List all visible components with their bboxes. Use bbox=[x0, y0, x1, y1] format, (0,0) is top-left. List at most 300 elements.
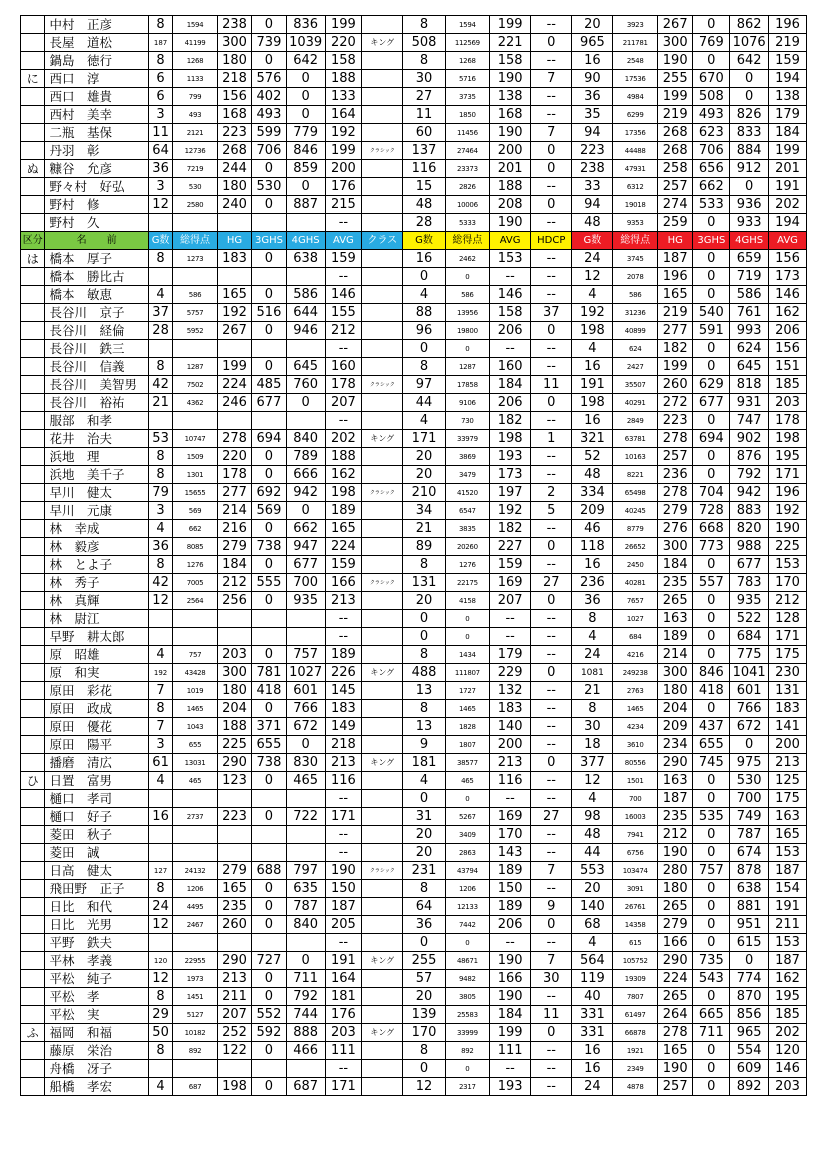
cell-g3: 4 bbox=[572, 340, 613, 358]
cell-avg1: -- bbox=[325, 610, 362, 628]
cell-name: 野村 修 bbox=[45, 196, 148, 214]
cell-hg3: 180 bbox=[657, 880, 693, 898]
cell-ghs4-3: 933 bbox=[730, 214, 769, 232]
cell-class bbox=[362, 466, 403, 484]
cell-avg2: 190 bbox=[490, 214, 531, 232]
cell-hdcp: -- bbox=[531, 250, 572, 268]
cell-avg1: 205 bbox=[325, 916, 362, 934]
cell-hg3: 236 bbox=[657, 466, 693, 484]
cell-class bbox=[362, 1042, 403, 1060]
cell-g1: 4 bbox=[148, 1078, 172, 1096]
cell-hdcp: -- bbox=[531, 520, 572, 538]
cell-name: 原田 優花 bbox=[45, 718, 148, 736]
cell-total3: 624 bbox=[613, 340, 657, 358]
cell-class bbox=[362, 448, 403, 466]
cell-g2: 4 bbox=[403, 286, 445, 304]
cell-g1 bbox=[148, 1060, 172, 1078]
cell-kubun: ひ bbox=[21, 772, 45, 790]
cell-name: 西口 雄貴 bbox=[45, 88, 148, 106]
cell-hdcp: -- bbox=[531, 610, 572, 628]
cell-avg3: 184 bbox=[769, 124, 807, 142]
cell-g1: 4 bbox=[148, 286, 172, 304]
cell-g1 bbox=[148, 934, 172, 952]
cell-name: 長谷川 美智男 bbox=[45, 376, 148, 394]
cell-ghs4-3: 774 bbox=[730, 970, 769, 988]
cell-kubun bbox=[21, 304, 45, 322]
cell-avg1: 150 bbox=[325, 880, 362, 898]
cell-hdcp: 9 bbox=[531, 898, 572, 916]
cell-avg3: 175 bbox=[769, 646, 807, 664]
cell-name: 藤原 栄治 bbox=[45, 1042, 148, 1060]
cell-class: キング bbox=[362, 664, 403, 682]
cell-hg3: 258 bbox=[657, 160, 693, 178]
cell-total3: 1921 bbox=[613, 1042, 657, 1060]
cell-ghs3-3: 0 bbox=[693, 790, 730, 808]
cell-avg3: 175 bbox=[769, 790, 807, 808]
cell-hg3: 272 bbox=[657, 394, 693, 412]
cell-g3: 18 bbox=[572, 736, 613, 754]
cell-total2: 0 bbox=[445, 1060, 489, 1078]
cell-hg3: 199 bbox=[657, 358, 693, 376]
cell-avg2: 190 bbox=[490, 988, 531, 1006]
cell-ghs4-3: 936 bbox=[730, 196, 769, 214]
cell-class bbox=[362, 106, 403, 124]
cell-kubun bbox=[21, 340, 45, 358]
cell-avg1: 188 bbox=[325, 70, 362, 88]
cell-g2: 89 bbox=[403, 538, 445, 556]
cell-total2: 1727 bbox=[445, 682, 489, 700]
cell-ghs4-3: 965 bbox=[730, 1024, 769, 1042]
cell-avg2: 188 bbox=[490, 178, 531, 196]
cell-ghs4-1: 887 bbox=[286, 196, 325, 214]
cell-ghs3-1: 599 bbox=[252, 124, 286, 142]
cell-avg1: 191 bbox=[325, 952, 362, 970]
cell-avg1: 203 bbox=[325, 1024, 362, 1042]
cell-ghs3-1 bbox=[252, 1060, 286, 1078]
cell-avg3: 200 bbox=[769, 736, 807, 754]
table-row bbox=[21, 844, 807, 862]
cell-kubun bbox=[21, 88, 45, 106]
cell-avg3: 146 bbox=[769, 286, 807, 304]
cell-avg2: -- bbox=[490, 628, 531, 646]
cell-hg1: 198 bbox=[217, 1078, 251, 1096]
cell-avg3: 199 bbox=[769, 142, 807, 160]
table-row bbox=[21, 376, 807, 394]
cell-kubun bbox=[21, 682, 45, 700]
cell-kubun bbox=[21, 898, 45, 916]
table-row bbox=[21, 1042, 807, 1060]
cell-name: 日比 光男 bbox=[45, 916, 148, 934]
cell-avg1: 159 bbox=[325, 250, 362, 268]
cell-avg2: 200 bbox=[490, 142, 531, 160]
cell-hg1 bbox=[217, 214, 251, 232]
cell-hg3: 219 bbox=[657, 106, 693, 124]
cell-ghs4-1: 465 bbox=[286, 772, 325, 790]
cell-hg3: 163 bbox=[657, 610, 693, 628]
cell-total3: 63781 bbox=[613, 430, 657, 448]
cell-hdcp: -- bbox=[531, 52, 572, 70]
cell-hg1: 218 bbox=[217, 70, 251, 88]
cell-avg1: 199 bbox=[325, 16, 362, 34]
cell-total1: 4495 bbox=[173, 898, 217, 916]
cell-ghs3-1: 493 bbox=[252, 106, 286, 124]
cell-total1 bbox=[173, 610, 217, 628]
cell-total1: 1301 bbox=[173, 466, 217, 484]
cell-avg3: 195 bbox=[769, 988, 807, 1006]
cell-total1: 2564 bbox=[173, 592, 217, 610]
cell-name: 菱田 秋子 bbox=[45, 826, 148, 844]
cell-ghs3-1: 0 bbox=[252, 898, 286, 916]
cell-ghs4-3: 912 bbox=[730, 160, 769, 178]
cell-g3: 36 bbox=[572, 88, 613, 106]
cell-ghs4-1: 644 bbox=[286, 304, 325, 322]
cell-avg3: 202 bbox=[769, 196, 807, 214]
cell-avg3: 179 bbox=[769, 106, 807, 124]
cell-ghs3-1: 0 bbox=[252, 466, 286, 484]
cell-ghs3-3: 508 bbox=[693, 88, 730, 106]
cell-g2: 96 bbox=[403, 322, 445, 340]
cell-ghs3-3: 655 bbox=[693, 736, 730, 754]
cell-g3: 20 bbox=[572, 880, 613, 898]
cell-g2: 8 bbox=[403, 358, 445, 376]
table-row bbox=[21, 394, 807, 412]
table-row bbox=[21, 970, 807, 988]
cell-hdcp: -- bbox=[531, 736, 572, 754]
cell-ghs4-3: 876 bbox=[730, 448, 769, 466]
cell-ghs4-1 bbox=[286, 340, 325, 358]
cell-total1: 1206 bbox=[173, 880, 217, 898]
cell-total3: 6299 bbox=[613, 106, 657, 124]
cell-g2: 20 bbox=[403, 448, 445, 466]
cell-kubun bbox=[21, 214, 45, 232]
cell-hg3: 214 bbox=[657, 646, 693, 664]
cell-ghs4-1: 677 bbox=[286, 556, 325, 574]
cell-ghs3-3: 735 bbox=[693, 952, 730, 970]
cell-hdcp: 37 bbox=[531, 304, 572, 322]
cell-total3: 2450 bbox=[613, 556, 657, 574]
cell-ghs4-1: 638 bbox=[286, 250, 325, 268]
cell-ghs4-1: 840 bbox=[286, 430, 325, 448]
cell-hg1: 180 bbox=[217, 52, 251, 70]
cell-total2: 465 bbox=[445, 772, 489, 790]
cell-total3: 7657 bbox=[613, 592, 657, 610]
cell-avg3: 120 bbox=[769, 1042, 807, 1060]
cell-ghs4-1: 0 bbox=[286, 70, 325, 88]
table-row bbox=[21, 286, 807, 304]
cell-total2: 33979 bbox=[445, 430, 489, 448]
cell-avg3: 206 bbox=[769, 322, 807, 340]
cell-avg1: -- bbox=[325, 214, 362, 232]
cell-total3: 26652 bbox=[613, 538, 657, 556]
cell-total1 bbox=[173, 790, 217, 808]
cell-ghs4-3: 870 bbox=[730, 988, 769, 1006]
header-hg1: HG bbox=[217, 232, 251, 250]
cell-ghs4-1: 888 bbox=[286, 1024, 325, 1042]
cell-avg3: 219 bbox=[769, 34, 807, 52]
cell-hdcp: 0 bbox=[531, 394, 572, 412]
cell-hdcp: -- bbox=[531, 826, 572, 844]
cell-hg3: 224 bbox=[657, 970, 693, 988]
cell-avg3: 191 bbox=[769, 898, 807, 916]
cell-total1: 1465 bbox=[173, 700, 217, 718]
cell-hdcp: -- bbox=[531, 1078, 572, 1096]
cell-total1 bbox=[173, 412, 217, 430]
cell-g2: 137 bbox=[403, 142, 445, 160]
cell-hg3: 190 bbox=[657, 844, 693, 862]
cell-g1: 42 bbox=[148, 376, 172, 394]
cell-ghs4-3: 615 bbox=[730, 934, 769, 952]
cell-ghs4-1: 645 bbox=[286, 358, 325, 376]
cell-hdcp: -- bbox=[531, 466, 572, 484]
cell-ghs4-1 bbox=[286, 844, 325, 862]
cell-name: 橋本 敏恵 bbox=[45, 286, 148, 304]
cell-total2: 7442 bbox=[445, 916, 489, 934]
cell-avg3: 162 bbox=[769, 304, 807, 322]
cell-ghs3-3: 0 bbox=[693, 268, 730, 286]
cell-ghs4-3: 0 bbox=[730, 70, 769, 88]
cell-class bbox=[362, 250, 403, 268]
cell-g2: 15 bbox=[403, 178, 445, 196]
cell-hg3: 265 bbox=[657, 988, 693, 1006]
header-avg3: AVG bbox=[769, 232, 807, 250]
cell-hdcp: 0 bbox=[531, 196, 572, 214]
cell-ghs4-1 bbox=[286, 268, 325, 286]
table-row bbox=[21, 196, 807, 214]
cell-avg1: -- bbox=[325, 1060, 362, 1078]
cell-total2: 3869 bbox=[445, 448, 489, 466]
cell-total3: 40899 bbox=[613, 322, 657, 340]
cell-g3: 4 bbox=[572, 790, 613, 808]
cell-ghs4-3: 902 bbox=[730, 430, 769, 448]
cell-ghs3-1: 655 bbox=[252, 736, 286, 754]
cell-kubun bbox=[21, 826, 45, 844]
header-avg1: AVG bbox=[325, 232, 362, 250]
cell-kubun bbox=[21, 646, 45, 664]
cell-avg3: 203 bbox=[769, 1078, 807, 1096]
cell-total3: 3091 bbox=[613, 880, 657, 898]
cell-ghs3-1: 688 bbox=[252, 862, 286, 880]
cell-total1: 8085 bbox=[173, 538, 217, 556]
cell-total3: 31236 bbox=[613, 304, 657, 322]
cell-g1: 8 bbox=[148, 1042, 172, 1060]
cell-class bbox=[362, 898, 403, 916]
cell-ghs3-1: 0 bbox=[252, 358, 286, 376]
cell-g2: 21 bbox=[403, 520, 445, 538]
cell-ghs4-1 bbox=[286, 412, 325, 430]
cell-g3: 118 bbox=[572, 538, 613, 556]
table-row bbox=[21, 412, 807, 430]
cell-ghs4-3: 862 bbox=[730, 16, 769, 34]
cell-g2: 60 bbox=[403, 124, 445, 142]
cell-avg1: 166 bbox=[325, 574, 362, 592]
cell-total1: 687 bbox=[173, 1078, 217, 1096]
cell-total2: 9482 bbox=[445, 970, 489, 988]
cell-hg3: 255 bbox=[657, 70, 693, 88]
cell-g3: 12 bbox=[572, 268, 613, 286]
cell-ghs3-1: 0 bbox=[252, 196, 286, 214]
cell-hdcp: 1 bbox=[531, 430, 572, 448]
cell-kubun bbox=[21, 880, 45, 898]
cell-kubun bbox=[21, 502, 45, 520]
cell-avg1: 199 bbox=[325, 142, 362, 160]
cell-avg3: 153 bbox=[769, 556, 807, 574]
cell-total3: 6312 bbox=[613, 178, 657, 196]
cell-avg1: 146 bbox=[325, 286, 362, 304]
cell-ghs4-1: 466 bbox=[286, 1042, 325, 1060]
cell-name: 長屋 道松 bbox=[45, 34, 148, 52]
cell-total1: 2121 bbox=[173, 124, 217, 142]
cell-ghs4-1: 947 bbox=[286, 538, 325, 556]
cell-hg1: 223 bbox=[217, 808, 251, 826]
cell-total2: 4158 bbox=[445, 592, 489, 610]
cell-avg2: 190 bbox=[490, 70, 531, 88]
cell-total2: 892 bbox=[445, 1042, 489, 1060]
cell-total2: 1465 bbox=[445, 700, 489, 718]
cell-g2: 30 bbox=[403, 70, 445, 88]
cell-avg3: 230 bbox=[769, 664, 807, 682]
cell-hdcp: 2 bbox=[531, 484, 572, 502]
cell-name: 樋口 孝司 bbox=[45, 790, 148, 808]
cell-kubun bbox=[21, 574, 45, 592]
cell-kubun bbox=[21, 358, 45, 376]
cell-ghs4-3: 0 bbox=[730, 952, 769, 970]
cell-avg2: 146 bbox=[490, 286, 531, 304]
cell-total2: 1434 bbox=[445, 646, 489, 664]
cell-hg1: 246 bbox=[217, 394, 251, 412]
cell-total3: 9353 bbox=[613, 214, 657, 232]
cell-avg3: 198 bbox=[769, 430, 807, 448]
cell-ghs4-3: 935 bbox=[730, 592, 769, 610]
cell-ghs3-3: 662 bbox=[693, 178, 730, 196]
cell-avg2: 184 bbox=[490, 1006, 531, 1024]
cell-g2: 8 bbox=[403, 52, 445, 70]
cell-ghs3-1: 0 bbox=[252, 772, 286, 790]
cell-ghs3-1: 0 bbox=[252, 520, 286, 538]
cell-ghs3-3: 0 bbox=[693, 700, 730, 718]
cell-avg2: 229 bbox=[490, 664, 531, 682]
cell-name: 長谷川 鉄三 bbox=[45, 340, 148, 358]
cell-hg1: 235 bbox=[217, 898, 251, 916]
cell-class bbox=[362, 610, 403, 628]
cell-ghs3-1: 677 bbox=[252, 394, 286, 412]
cell-avg3: 171 bbox=[769, 466, 807, 484]
cell-ghs3-3: 706 bbox=[693, 142, 730, 160]
cell-class bbox=[362, 70, 403, 88]
cell-hg3: 300 bbox=[657, 538, 693, 556]
cell-class bbox=[362, 826, 403, 844]
cell-avg3: 156 bbox=[769, 340, 807, 358]
cell-total1 bbox=[173, 844, 217, 862]
cell-ghs3-1: 555 bbox=[252, 574, 286, 592]
cell-ghs3-1: 0 bbox=[252, 1078, 286, 1096]
cell-total3: 4984 bbox=[613, 88, 657, 106]
table-row bbox=[21, 826, 807, 844]
cell-hg1: 178 bbox=[217, 466, 251, 484]
cell-hg1: 279 bbox=[217, 862, 251, 880]
cell-total2: 0 bbox=[445, 268, 489, 286]
cell-ghs4-1: 1027 bbox=[286, 664, 325, 682]
cell-avg3: 185 bbox=[769, 376, 807, 394]
cell-hg1: 252 bbox=[217, 1024, 251, 1042]
cell-ghs4-1: 672 bbox=[286, 718, 325, 736]
cell-ghs3-3: 668 bbox=[693, 520, 730, 538]
cell-ghs4-1 bbox=[286, 1060, 325, 1078]
cell-hdcp: -- bbox=[531, 988, 572, 1006]
cell-total3: 1465 bbox=[613, 700, 657, 718]
cell-g3: 52 bbox=[572, 448, 613, 466]
table-row bbox=[21, 952, 807, 970]
cell-g1: 127 bbox=[148, 862, 172, 880]
cell-hg1: 165 bbox=[217, 286, 251, 304]
table-row bbox=[21, 70, 807, 88]
cell-total1: 5952 bbox=[173, 322, 217, 340]
cell-ghs3-3: 704 bbox=[693, 484, 730, 502]
cell-name: 林 とよ子 bbox=[45, 556, 148, 574]
cell-kubun bbox=[21, 376, 45, 394]
cell-avg1: -- bbox=[325, 826, 362, 844]
cell-total3: 8779 bbox=[613, 520, 657, 538]
cell-ghs3-3: 535 bbox=[693, 808, 730, 826]
cell-ghs3-1: 0 bbox=[252, 988, 286, 1006]
cell-avg3: 194 bbox=[769, 214, 807, 232]
cell-ghs3-3: 0 bbox=[693, 628, 730, 646]
cell-name: 林 毅彦 bbox=[45, 538, 148, 556]
cell-g3: 48 bbox=[572, 466, 613, 484]
cell-ghs3-1 bbox=[252, 412, 286, 430]
cell-ghs3-3: 757 bbox=[693, 862, 730, 880]
cell-class bbox=[362, 52, 403, 70]
cell-g1: 42 bbox=[148, 574, 172, 592]
cell-name: 播磨 清広 bbox=[45, 754, 148, 772]
table-row bbox=[21, 1024, 807, 1042]
cell-name: 日置 富男 bbox=[45, 772, 148, 790]
cell-ghs4-3: 892 bbox=[730, 1078, 769, 1096]
cell-g1: 4 bbox=[148, 646, 172, 664]
cell-hg1: 207 bbox=[217, 1006, 251, 1024]
cell-ghs4-3: 761 bbox=[730, 304, 769, 322]
cell-g3: 198 bbox=[572, 394, 613, 412]
table-row bbox=[21, 862, 807, 880]
cell-ghs4-1: 787 bbox=[286, 898, 325, 916]
cell-hg1: 203 bbox=[217, 646, 251, 664]
cell-ghs3-1 bbox=[252, 610, 286, 628]
cell-total1: 13031 bbox=[173, 754, 217, 772]
cell-g2: 255 bbox=[403, 952, 445, 970]
cell-hdcp: -- bbox=[531, 700, 572, 718]
cell-kubun bbox=[21, 556, 45, 574]
cell-hg3: 184 bbox=[657, 556, 693, 574]
cell-total2: 33999 bbox=[445, 1024, 489, 1042]
cell-name: 服部 和孝 bbox=[45, 412, 148, 430]
cell-ghs4-1: 792 bbox=[286, 988, 325, 1006]
cell-avg1: 198 bbox=[325, 484, 362, 502]
cell-ghs4-3: 674 bbox=[730, 844, 769, 862]
cell-name: 西口 淳 bbox=[45, 70, 148, 88]
cell-ghs4-1 bbox=[286, 790, 325, 808]
cell-hg3: 257 bbox=[657, 448, 693, 466]
cell-hg3: 268 bbox=[657, 124, 693, 142]
cell-name: 西村 美幸 bbox=[45, 106, 148, 124]
cell-ghs4-3: 0 bbox=[730, 178, 769, 196]
cell-ghs3-1: 692 bbox=[252, 484, 286, 502]
cell-ghs3-3: 0 bbox=[693, 466, 730, 484]
header-total3: 総得点 bbox=[613, 232, 657, 250]
cell-hg3: 267 bbox=[657, 16, 693, 34]
cell-ghs4-1: 779 bbox=[286, 124, 325, 142]
cell-ghs4-1: 859 bbox=[286, 160, 325, 178]
cell-kubun bbox=[21, 592, 45, 610]
cell-avg2: 190 bbox=[490, 952, 531, 970]
